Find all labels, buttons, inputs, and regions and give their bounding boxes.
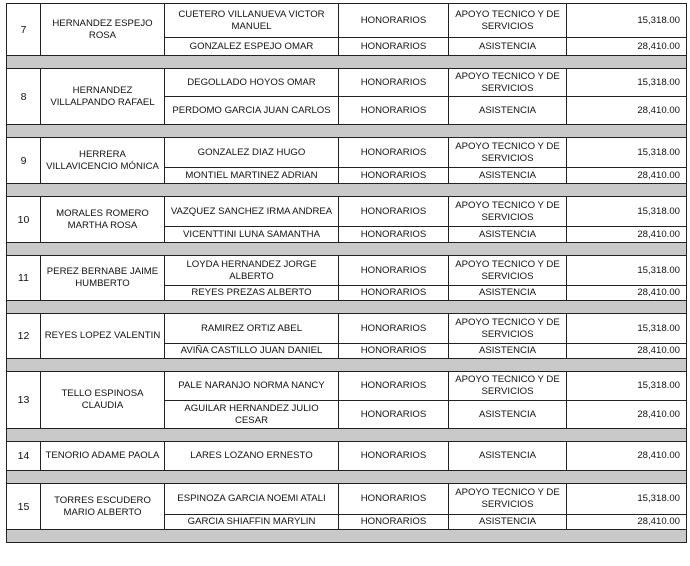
amount-cell: 15,318.00 — [567, 69, 687, 97]
separator-cell — [7, 125, 687, 138]
area-cell: ASISTENCIA — [449, 515, 567, 530]
staff-table — [6, 3, 687, 543]
amount-cell: 28,410.00 — [567, 97, 687, 125]
employee-name: GARCIA SHIAFFIN MARYLIN — [165, 515, 339, 530]
contract-type: HONORARIOS — [339, 256, 449, 286]
employee-name: LARES LOZANO ERNESTO — [165, 442, 339, 471]
separator-cell — [7, 243, 687, 256]
amount-cell: 15,318.00 — [567, 372, 687, 401]
separator-row — [7, 56, 687, 69]
employee-name: MONTIEL MARTINEZ ADRIAN — [165, 168, 339, 184]
table-row — [7, 256, 687, 286]
separator-cell — [7, 429, 687, 442]
employee-name: GONZALEZ ESPEJO OMAR — [165, 38, 339, 56]
area-cell: ASISTENCIA — [449, 344, 567, 359]
group-name: HERNANDEZ VILLALPANDO RAFAEL — [41, 69, 165, 125]
employee-name: PERDOMO GARCIA JUAN CARLOS — [165, 97, 339, 125]
table-row — [7, 372, 687, 401]
employee-name: AGUILAR HERNANDEZ JULIO CESAR — [165, 401, 339, 429]
separator-cell — [7, 56, 687, 69]
amount-cell: 28,410.00 — [567, 38, 687, 56]
contract-type: HONORARIOS — [339, 401, 449, 429]
separator-row — [7, 359, 687, 372]
area-cell: APOYO TECNICO Y DE SERVICIOS — [449, 138, 567, 168]
table-row — [7, 4, 687, 38]
area-cell: ASISTENCIA — [449, 168, 567, 184]
employee-name: ESPINOZA GARCIA NOEMI ATALI — [165, 484, 339, 515]
group-name: TELLO ESPINOSA CLAUDIA — [41, 372, 165, 429]
separator-row — [7, 530, 687, 543]
group-number: 10 — [7, 197, 41, 243]
contract-type: HONORARIOS — [339, 97, 449, 125]
contract-type: HONORARIOS — [339, 515, 449, 530]
amount-cell: 28,410.00 — [567, 515, 687, 530]
contract-type: HONORARIOS — [339, 4, 449, 38]
area-cell: APOYO TECNICO Y DE SERVICIOS — [449, 256, 567, 286]
table-row — [7, 138, 687, 168]
group-number: 9 — [7, 138, 41, 184]
table-row — [7, 442, 687, 471]
area-cell: APOYO TECNICO Y DE SERVICIOS — [449, 372, 567, 401]
contract-type: HONORARIOS — [339, 227, 449, 243]
group-number: 8 — [7, 69, 41, 125]
amount-cell: 28,410.00 — [567, 286, 687, 301]
amount-cell: 28,410.00 — [567, 227, 687, 243]
contract-type: HONORARIOS — [339, 138, 449, 168]
group-number: 12 — [7, 314, 41, 359]
contract-type: HONORARIOS — [339, 372, 449, 401]
employee-name: REYES PREZAS ALBERTO — [165, 286, 339, 301]
table-row — [7, 197, 687, 227]
contract-type: HONORARIOS — [339, 38, 449, 56]
contract-type: HONORARIOS — [339, 484, 449, 515]
group-name: MORALES ROMERO MARTHA ROSA — [41, 197, 165, 243]
separator-row — [7, 125, 687, 138]
group-name: TORRES ESCUDERO MARIO ALBERTO — [41, 484, 165, 530]
document-page — [6, 3, 686, 543]
area-cell: APOYO TECNICO Y DE SERVICIOS — [449, 314, 567, 344]
contract-type: HONORARIOS — [339, 344, 449, 359]
separator-row — [7, 184, 687, 197]
employee-name: CUETERO VILLANUEVA VICTOR MANUEL — [165, 4, 339, 38]
amount-cell: 28,410.00 — [567, 168, 687, 184]
area-cell: ASISTENCIA — [449, 38, 567, 56]
employee-name: LOYDA HERNANDEZ JORGE ALBERTO — [165, 256, 339, 286]
group-name: PEREZ BERNABE JAIME HUMBERTO — [41, 256, 165, 301]
separator-row — [7, 301, 687, 314]
area-cell: ASISTENCIA — [449, 401, 567, 429]
employee-name: AVIÑA CASTILLO JUAN DANIEL — [165, 344, 339, 359]
area-cell: ASISTENCIA — [449, 286, 567, 301]
separator-cell — [7, 471, 687, 484]
amount-cell: 15,318.00 — [567, 197, 687, 227]
group-name: REYES LOPEZ VALENTIN — [41, 314, 165, 359]
group-number: 11 — [7, 256, 41, 301]
table-row — [7, 69, 687, 97]
area-cell: APOYO TECNICO Y DE SERVICIOS — [449, 484, 567, 515]
amount-cell: 15,318.00 — [567, 314, 687, 344]
amount-cell: 15,318.00 — [567, 138, 687, 168]
area-cell: ASISTENCIA — [449, 97, 567, 125]
area-cell: ASISTENCIA — [449, 442, 567, 471]
contract-type: HONORARIOS — [339, 69, 449, 97]
group-name: HERNANDEZ ESPEJO ROSA — [41, 4, 165, 56]
contract-type: HONORARIOS — [339, 168, 449, 184]
group-name: HERRERA VILLAVICENCIO MÓNICA — [41, 138, 165, 184]
group-number: 15 — [7, 484, 41, 530]
employee-name: RAMIREZ ORTIZ ABEL — [165, 314, 339, 344]
separator-row — [7, 243, 687, 256]
contract-type: HONORARIOS — [339, 442, 449, 471]
amount-cell: 15,318.00 — [567, 4, 687, 38]
group-number: 13 — [7, 372, 41, 429]
group-number: 14 — [7, 442, 41, 471]
area-cell: APOYO TECNICO Y DE SERVICIOS — [449, 4, 567, 38]
separator-cell — [7, 359, 687, 372]
group-name: TENORIO ADAME PAOLA — [41, 442, 165, 471]
contract-type: HONORARIOS — [339, 314, 449, 344]
contract-type: HONORARIOS — [339, 286, 449, 301]
separator-cell — [7, 530, 687, 543]
area-cell: ASISTENCIA — [449, 227, 567, 243]
staff-table-body — [7, 4, 687, 543]
employee-name: VICENTTINI LUNA SAMANTHA — [165, 227, 339, 243]
employee-name: PALE NARANJO NORMA NANCY — [165, 372, 339, 401]
separator-row — [7, 471, 687, 484]
amount-cell: 28,410.00 — [567, 344, 687, 359]
amount-cell: 28,410.00 — [567, 442, 687, 471]
separator-cell — [7, 301, 687, 314]
separator-row — [7, 429, 687, 442]
table-row — [7, 314, 687, 344]
area-cell: APOYO TECNICO Y DE SERVICIOS — [449, 69, 567, 97]
employee-name: VAZQUEZ SANCHEZ IRMA ANDREA — [165, 197, 339, 227]
separator-cell — [7, 184, 687, 197]
amount-cell: 28,410.00 — [567, 401, 687, 429]
area-cell: APOYO TECNICO Y DE SERVICIOS — [449, 197, 567, 227]
amount-cell: 15,318.00 — [567, 256, 687, 286]
group-number: 7 — [7, 4, 41, 56]
table-row — [7, 484, 687, 515]
amount-cell: 15,318.00 — [567, 484, 687, 515]
contract-type: HONORARIOS — [339, 197, 449, 227]
employee-name: GONZALEZ DIAZ HUGO — [165, 138, 339, 168]
employee-name: DEGOLLADO HOYOS OMAR — [165, 69, 339, 97]
